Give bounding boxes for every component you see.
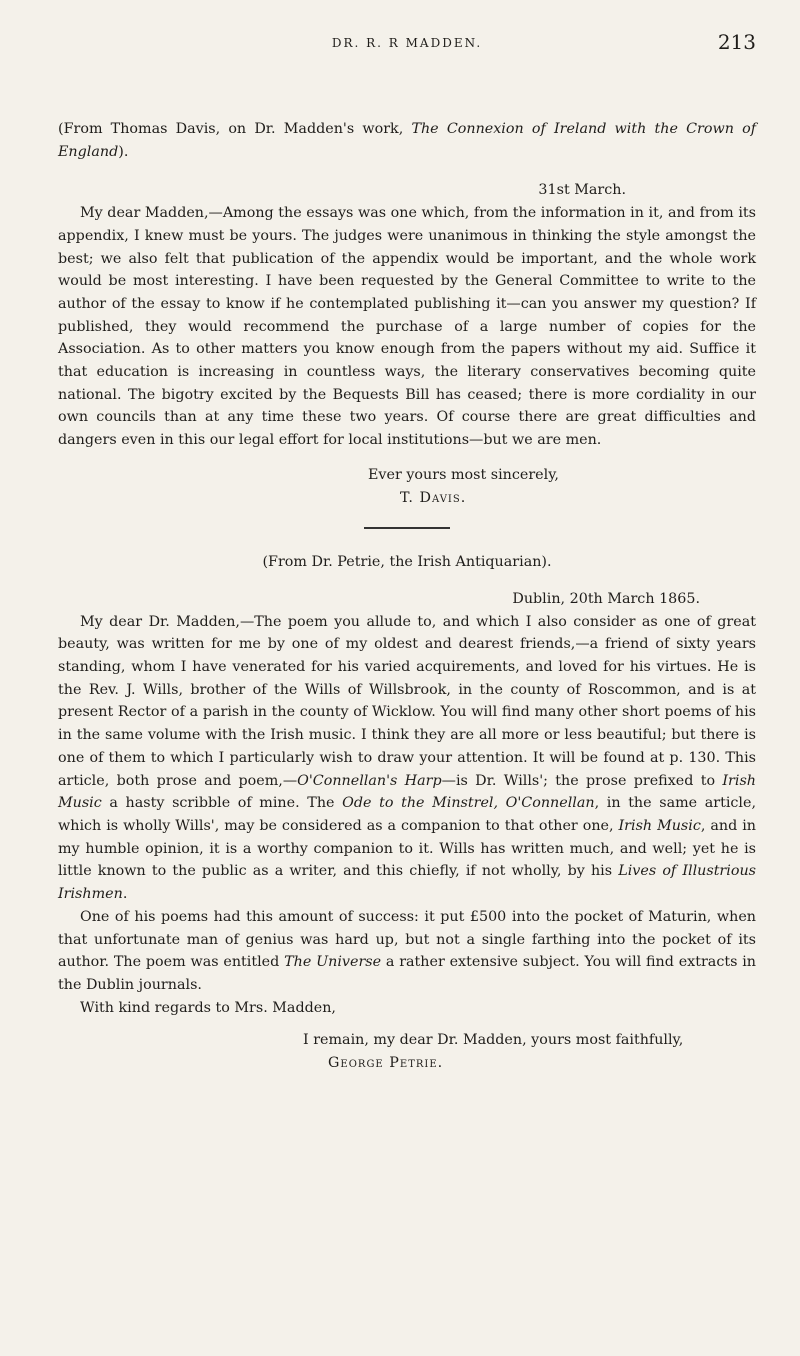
italic-title: The Universe <box>284 954 382 971</box>
heading-text: ). <box>118 143 129 160</box>
letter-closing: I remain, my dear Dr. Madden, yours most faithfully, <box>303 1032 684 1049</box>
letter-heading <box>58 118 756 163</box>
italic-title: Lives of Illustrious Irishmen <box>58 863 756 903</box>
paragraph-text: a rather extensive subject. You will find extracts in the Dublin journals. <box>58 954 756 993</box>
letter-body: My dear Madden,—Among the essays was one which, from the information in it, and from its appendix, I knew must be yours. The judges were unanimous in thinking the style amongst the best; we also felt that publication of the appendix would be important, and the whole work would be most interesting. I have been requested by the General Committee to write to the author of the essay to know if he contemplated publishing it—can you answer my question? If published, they would recommend the purchase of a large number of copies for the Association. As to other matters you know enough from the papers without my aid. Suffice it that education is increasing in countless ways, the literary conservatives becoming quite national. The bigotry excited by the Bequests Bill has ceased; there is more cordiality in our own councils than at any time these two years. Of course there are great difficulties and dangers even in this our legal effort for local institutions—but we are men. <box>58 205 756 449</box>
running-header <box>58 30 756 60</box>
letter-paragraph <box>58 906 756 997</box>
book-title: The Connexion of Ireland with the Crown of England <box>58 121 756 160</box>
letter-date: Dublin, 20th March 1865. <box>512 590 700 607</box>
letter-paragraph <box>58 611 756 906</box>
letter-paragraph: With kind regards to Mrs. Madden, <box>80 999 336 1016</box>
letter-davis <box>58 118 756 509</box>
page-number: 213 <box>717 30 756 54</box>
paragraph-text: My dear Dr. Madden,—The poem you allude to, and which I also consider as one of great beauty, was written for me by one of my oldest and dearest friends,—a friend of sixty years standing, whom I have venerated for his varied acquirements, and loved for his virtues. He is the Rev. J. Wills, brother of the Wills of Willsbrook, in the county of Roscommon, and is at present Rector of a parish in the county of Wicklow. You will find many other short poems of his in the same volume with the Irish music. I think they are all more or less beautiful; but there is one of them to which I particularly wish to draw your attention. It will be found at p. 130. This article, both prose and poem,— <box>58 613 756 789</box>
section-divider <box>364 527 450 529</box>
italic-title: Irish Music <box>618 817 701 834</box>
paragraph-text: , in the same article, which is wholly Wills', may be considered as a companion to that other one, <box>58 795 756 834</box>
italic-title: O'Connellan's Harp <box>297 772 442 789</box>
paragraph-text: One of his poems had this amount of success: it put £500 into the pocket of Maturin, when that unfortunate man of genius was hard up, but not a single farthing into the pocket of its author. The poem was entitled <box>58 908 756 971</box>
paragraph-text: . <box>122 886 128 903</box>
letter-petrie <box>58 551 756 1074</box>
paragraph-text: a hasty scribble of mine. The <box>101 795 343 812</box>
letter-date: 31st March. <box>538 182 626 199</box>
running-title: DR. R. R MADDEN. <box>331 36 483 50</box>
page-content <box>58 118 756 1075</box>
paragraph-text: —is Dr. Wills'; the prose prefixed to <box>441 772 723 789</box>
paragraph-text: , and in my humble opinion, it is a worthy companion to it. Wills has written much, and well; yet he is little known to the public as a writer, and this chiefly, if not wholly, by his <box>58 817 756 880</box>
italic-title: Ode to the Minstrel, O'Connellan <box>342 795 595 812</box>
heading-text: (From Thomas Davis, on Dr. Madden's work, <box>58 121 412 137</box>
letter-closing: Ever yours most sincerely, <box>368 466 559 483</box>
letter-signature: T. Davis. <box>400 489 467 506</box>
letter-heading: (From Dr. Petrie, the Irish Antiquarian). <box>262 554 552 571</box>
italic-title: Irish Music <box>58 772 756 812</box>
letter-signature: George Petrie. <box>328 1055 444 1072</box>
